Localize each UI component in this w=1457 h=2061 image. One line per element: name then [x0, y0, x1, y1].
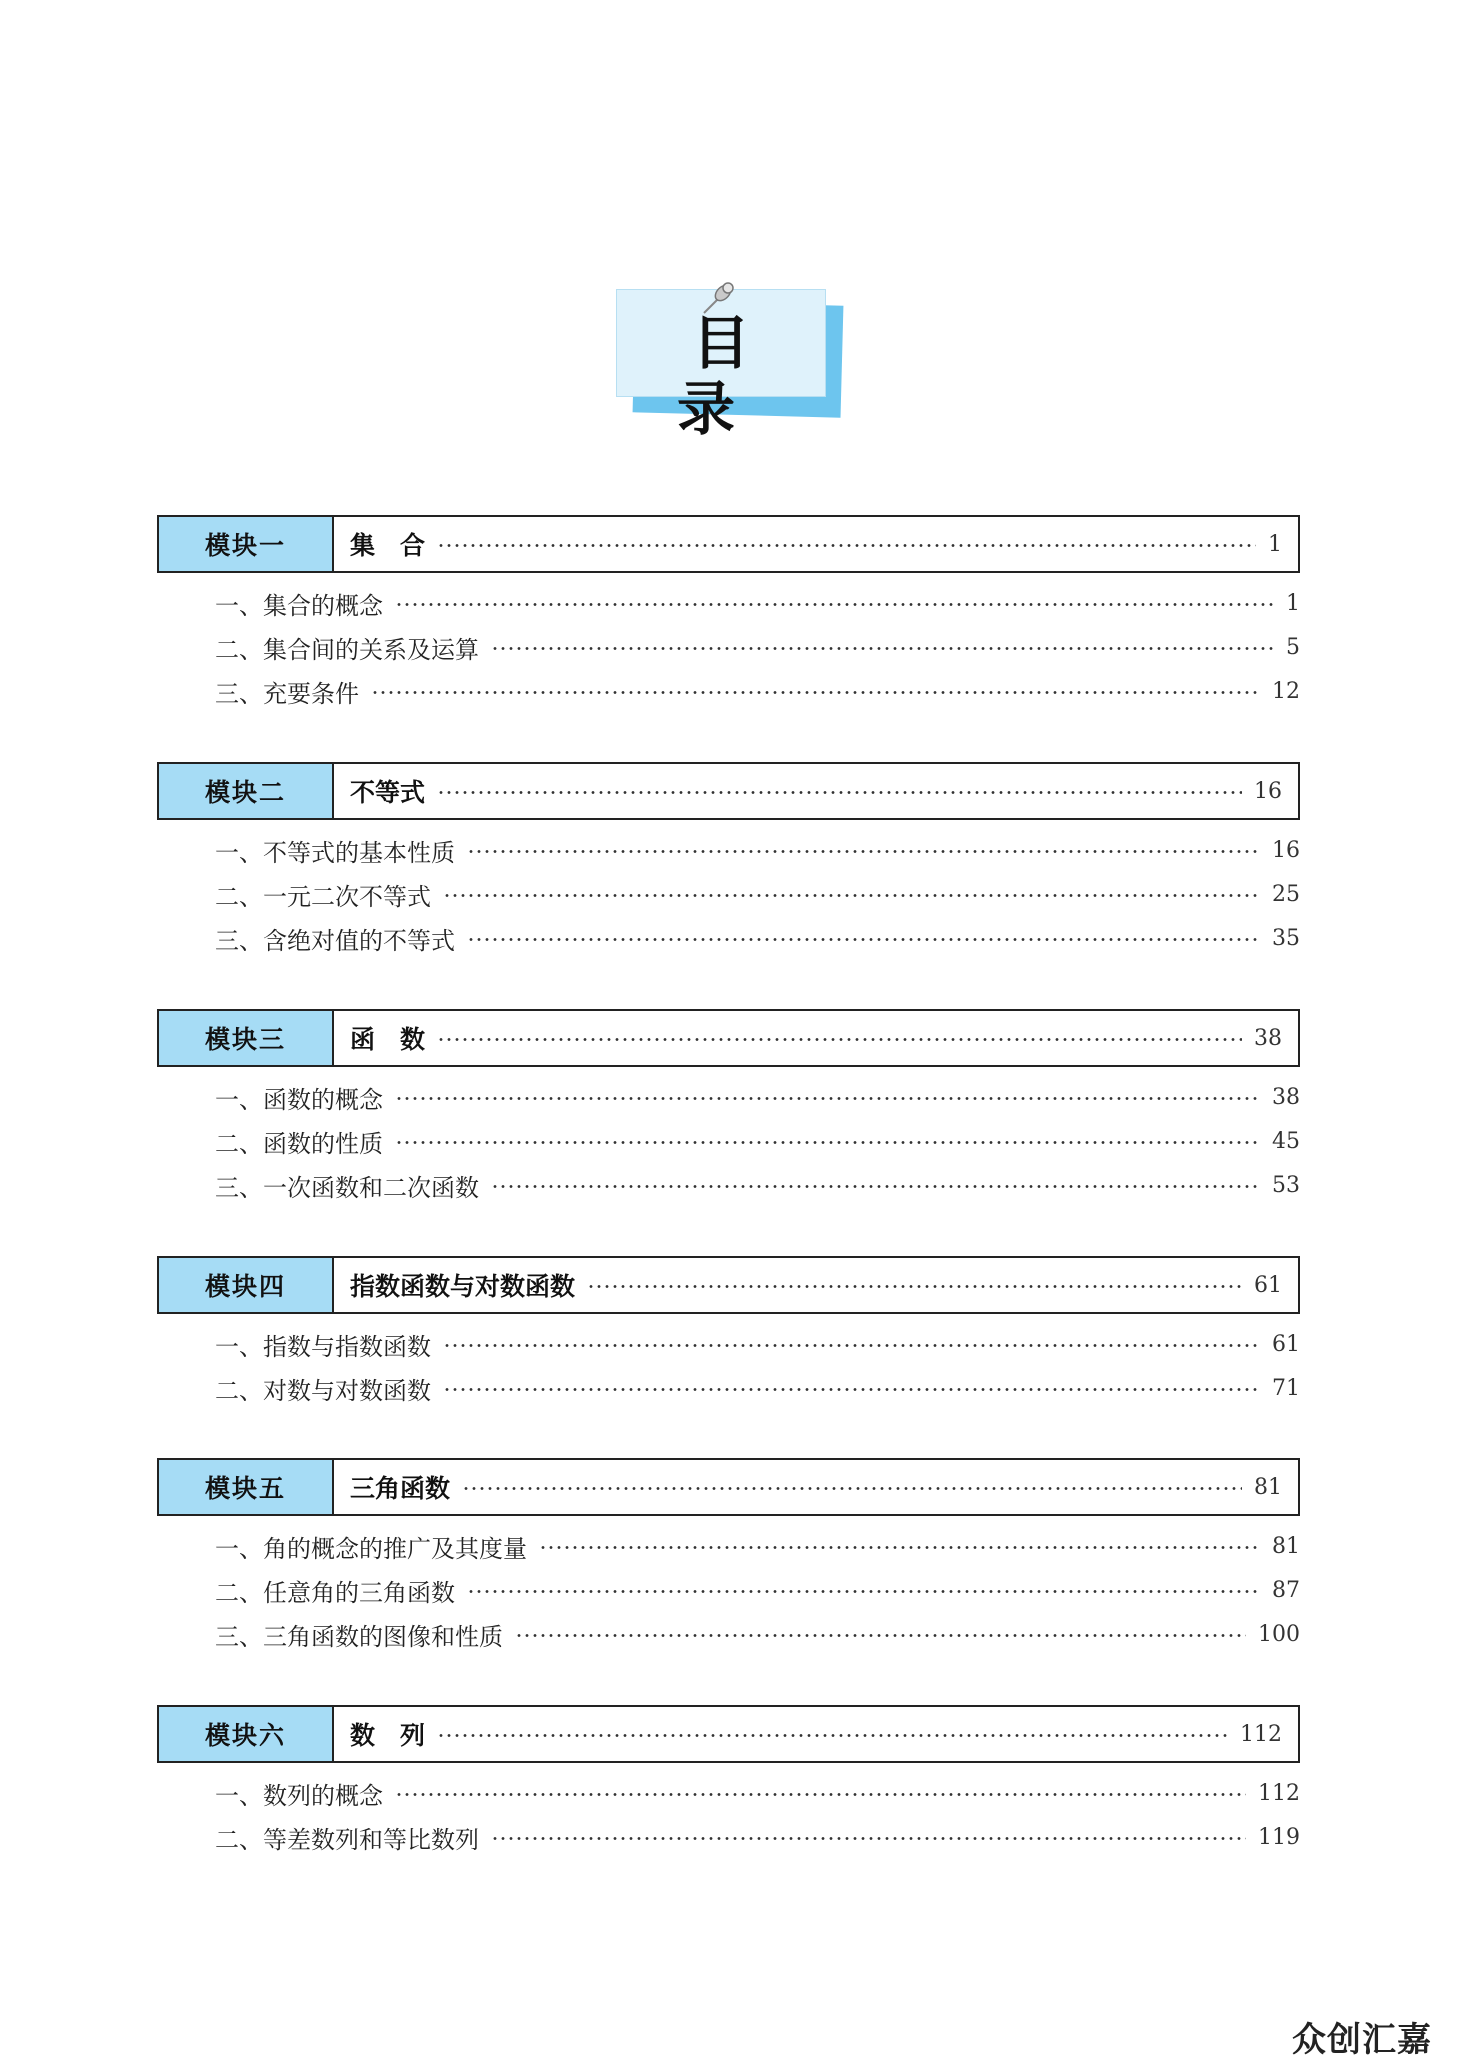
module-page-number: 16 [1254, 778, 1282, 804]
toc-module [157, 1458, 1300, 1656]
entry-page-number: 112 [1258, 1780, 1300, 1806]
toc-entry[interactable] [157, 625, 1300, 669]
title-badge [612, 285, 848, 443]
module-title: 三角函数 [350, 1474, 451, 1503]
module-header[interactable] [157, 1256, 1300, 1314]
toc-module [157, 515, 1300, 713]
toc-entry[interactable] [157, 581, 1300, 625]
dot-leader [539, 1534, 1260, 1558]
module-label: 模块六 [159, 1707, 334, 1761]
toc-entry[interactable] [157, 1366, 1300, 1410]
dot-leader [467, 838, 1260, 862]
entry-page-number: 45 [1272, 1128, 1300, 1154]
dot-leader [395, 1129, 1260, 1153]
module-page-number: 61 [1254, 1272, 1282, 1298]
entry-page-number: 25 [1272, 881, 1300, 907]
dot-leader [437, 532, 1256, 556]
dot-leader [437, 1722, 1228, 1746]
toc-entry[interactable] [157, 872, 1300, 916]
entry-title: 一、数列的概念 [215, 1781, 383, 1810]
watermark-text: 众创汇嘉 [1292, 2020, 1432, 2060]
entry-page-number: 5 [1286, 634, 1300, 660]
module-header[interactable] [157, 515, 1300, 573]
toc-entry[interactable] [157, 1815, 1300, 1859]
entry-title: 二、任意角的三角函数 [215, 1578, 455, 1607]
entry-page-number: 87 [1272, 1577, 1300, 1603]
toc-entry[interactable] [157, 1568, 1300, 1612]
dot-leader [491, 635, 1274, 659]
dot-leader [371, 679, 1260, 703]
dot-leader [491, 1825, 1246, 1849]
toc-entry[interactable] [157, 916, 1300, 960]
dot-leader [437, 779, 1242, 803]
toc-entry[interactable] [157, 828, 1300, 872]
dot-leader [437, 1026, 1242, 1050]
entry-title: 二、集合间的关系及运算 [215, 635, 479, 664]
dot-leader [443, 882, 1260, 906]
module-page-number: 112 [1240, 1721, 1282, 1747]
entry-page-number: 1 [1286, 590, 1300, 616]
entry-title: 三、一次函数和二次函数 [215, 1173, 479, 1202]
pushpin-icon [698, 279, 738, 319]
module-page-number: 81 [1254, 1474, 1282, 1500]
entry-title: 三、含绝对值的不等式 [215, 926, 455, 955]
module-title: 集 合 [350, 531, 426, 560]
toc-entry[interactable] [157, 1612, 1300, 1656]
entry-title: 一、指数与指数函数 [215, 1332, 431, 1361]
module-page-number: 38 [1254, 1025, 1282, 1051]
toc-module [157, 1705, 1300, 1859]
toc-entry[interactable] [157, 1524, 1300, 1568]
entry-page-number: 100 [1258, 1621, 1300, 1647]
entry-title: 二、等差数列和等比数列 [215, 1825, 479, 1854]
module-label: 模块四 [159, 1258, 334, 1312]
page-title: 目 录 [676, 309, 780, 443]
module-title: 数 列 [350, 1721, 426, 1750]
entry-page-number: 71 [1272, 1375, 1300, 1401]
entry-page-number: 119 [1258, 1824, 1300, 1850]
module-header[interactable] [157, 1458, 1300, 1516]
module-header[interactable] [157, 1009, 1300, 1067]
toc-entry[interactable] [157, 1163, 1300, 1207]
dot-leader [467, 926, 1260, 950]
entry-title: 二、对数与对数函数 [215, 1376, 431, 1405]
dot-leader [443, 1376, 1260, 1400]
entry-title: 二、一元二次不等式 [215, 882, 431, 911]
dot-leader [395, 591, 1274, 615]
toc-module [157, 1009, 1300, 1207]
entry-title: 一、函数的概念 [215, 1085, 383, 1114]
entry-page-number: 16 [1272, 837, 1300, 863]
entry-title: 二、函数的性质 [215, 1129, 383, 1158]
module-title: 函 数 [350, 1025, 426, 1054]
entry-title: 一、角的概念的推广及其度量 [215, 1534, 527, 1563]
module-header[interactable] [157, 1705, 1300, 1763]
toc-entry[interactable] [157, 669, 1300, 713]
entry-page-number: 61 [1272, 1331, 1300, 1357]
toc-module [157, 1256, 1300, 1410]
dot-leader [515, 1622, 1246, 1646]
dot-leader [395, 1085, 1260, 1109]
dot-leader [587, 1273, 1242, 1297]
entry-title: 一、集合的概念 [215, 591, 383, 620]
dot-leader [443, 1332, 1260, 1356]
module-label: 模块三 [159, 1011, 334, 1065]
entry-page-number: 38 [1272, 1084, 1300, 1110]
toc-entry[interactable] [157, 1119, 1300, 1163]
module-title: 不等式 [350, 778, 426, 807]
toc-entry[interactable] [157, 1771, 1300, 1815]
entry-page-number: 81 [1272, 1533, 1300, 1559]
entry-title: 一、不等式的基本性质 [215, 838, 455, 867]
toc-entry[interactable] [157, 1322, 1300, 1366]
entry-title: 三、三角函数的图像和性质 [215, 1622, 503, 1651]
dot-leader [467, 1578, 1260, 1602]
toc-entry[interactable] [157, 1075, 1300, 1119]
module-title: 指数函数与对数函数 [350, 1272, 576, 1301]
module-header[interactable] [157, 762, 1300, 820]
entry-page-number: 35 [1272, 925, 1300, 951]
dot-leader [395, 1781, 1246, 1805]
module-page-number: 1 [1268, 531, 1282, 557]
module-label: 模块一 [159, 517, 334, 571]
entry-page-number: 53 [1272, 1172, 1300, 1198]
dot-leader [491, 1173, 1260, 1197]
entry-title: 三、充要条件 [215, 679, 359, 708]
entry-page-number: 12 [1272, 678, 1300, 704]
toc-module [157, 762, 1300, 960]
module-label: 模块五 [159, 1460, 334, 1514]
dot-leader [462, 1475, 1242, 1499]
module-label: 模块二 [159, 764, 334, 818]
